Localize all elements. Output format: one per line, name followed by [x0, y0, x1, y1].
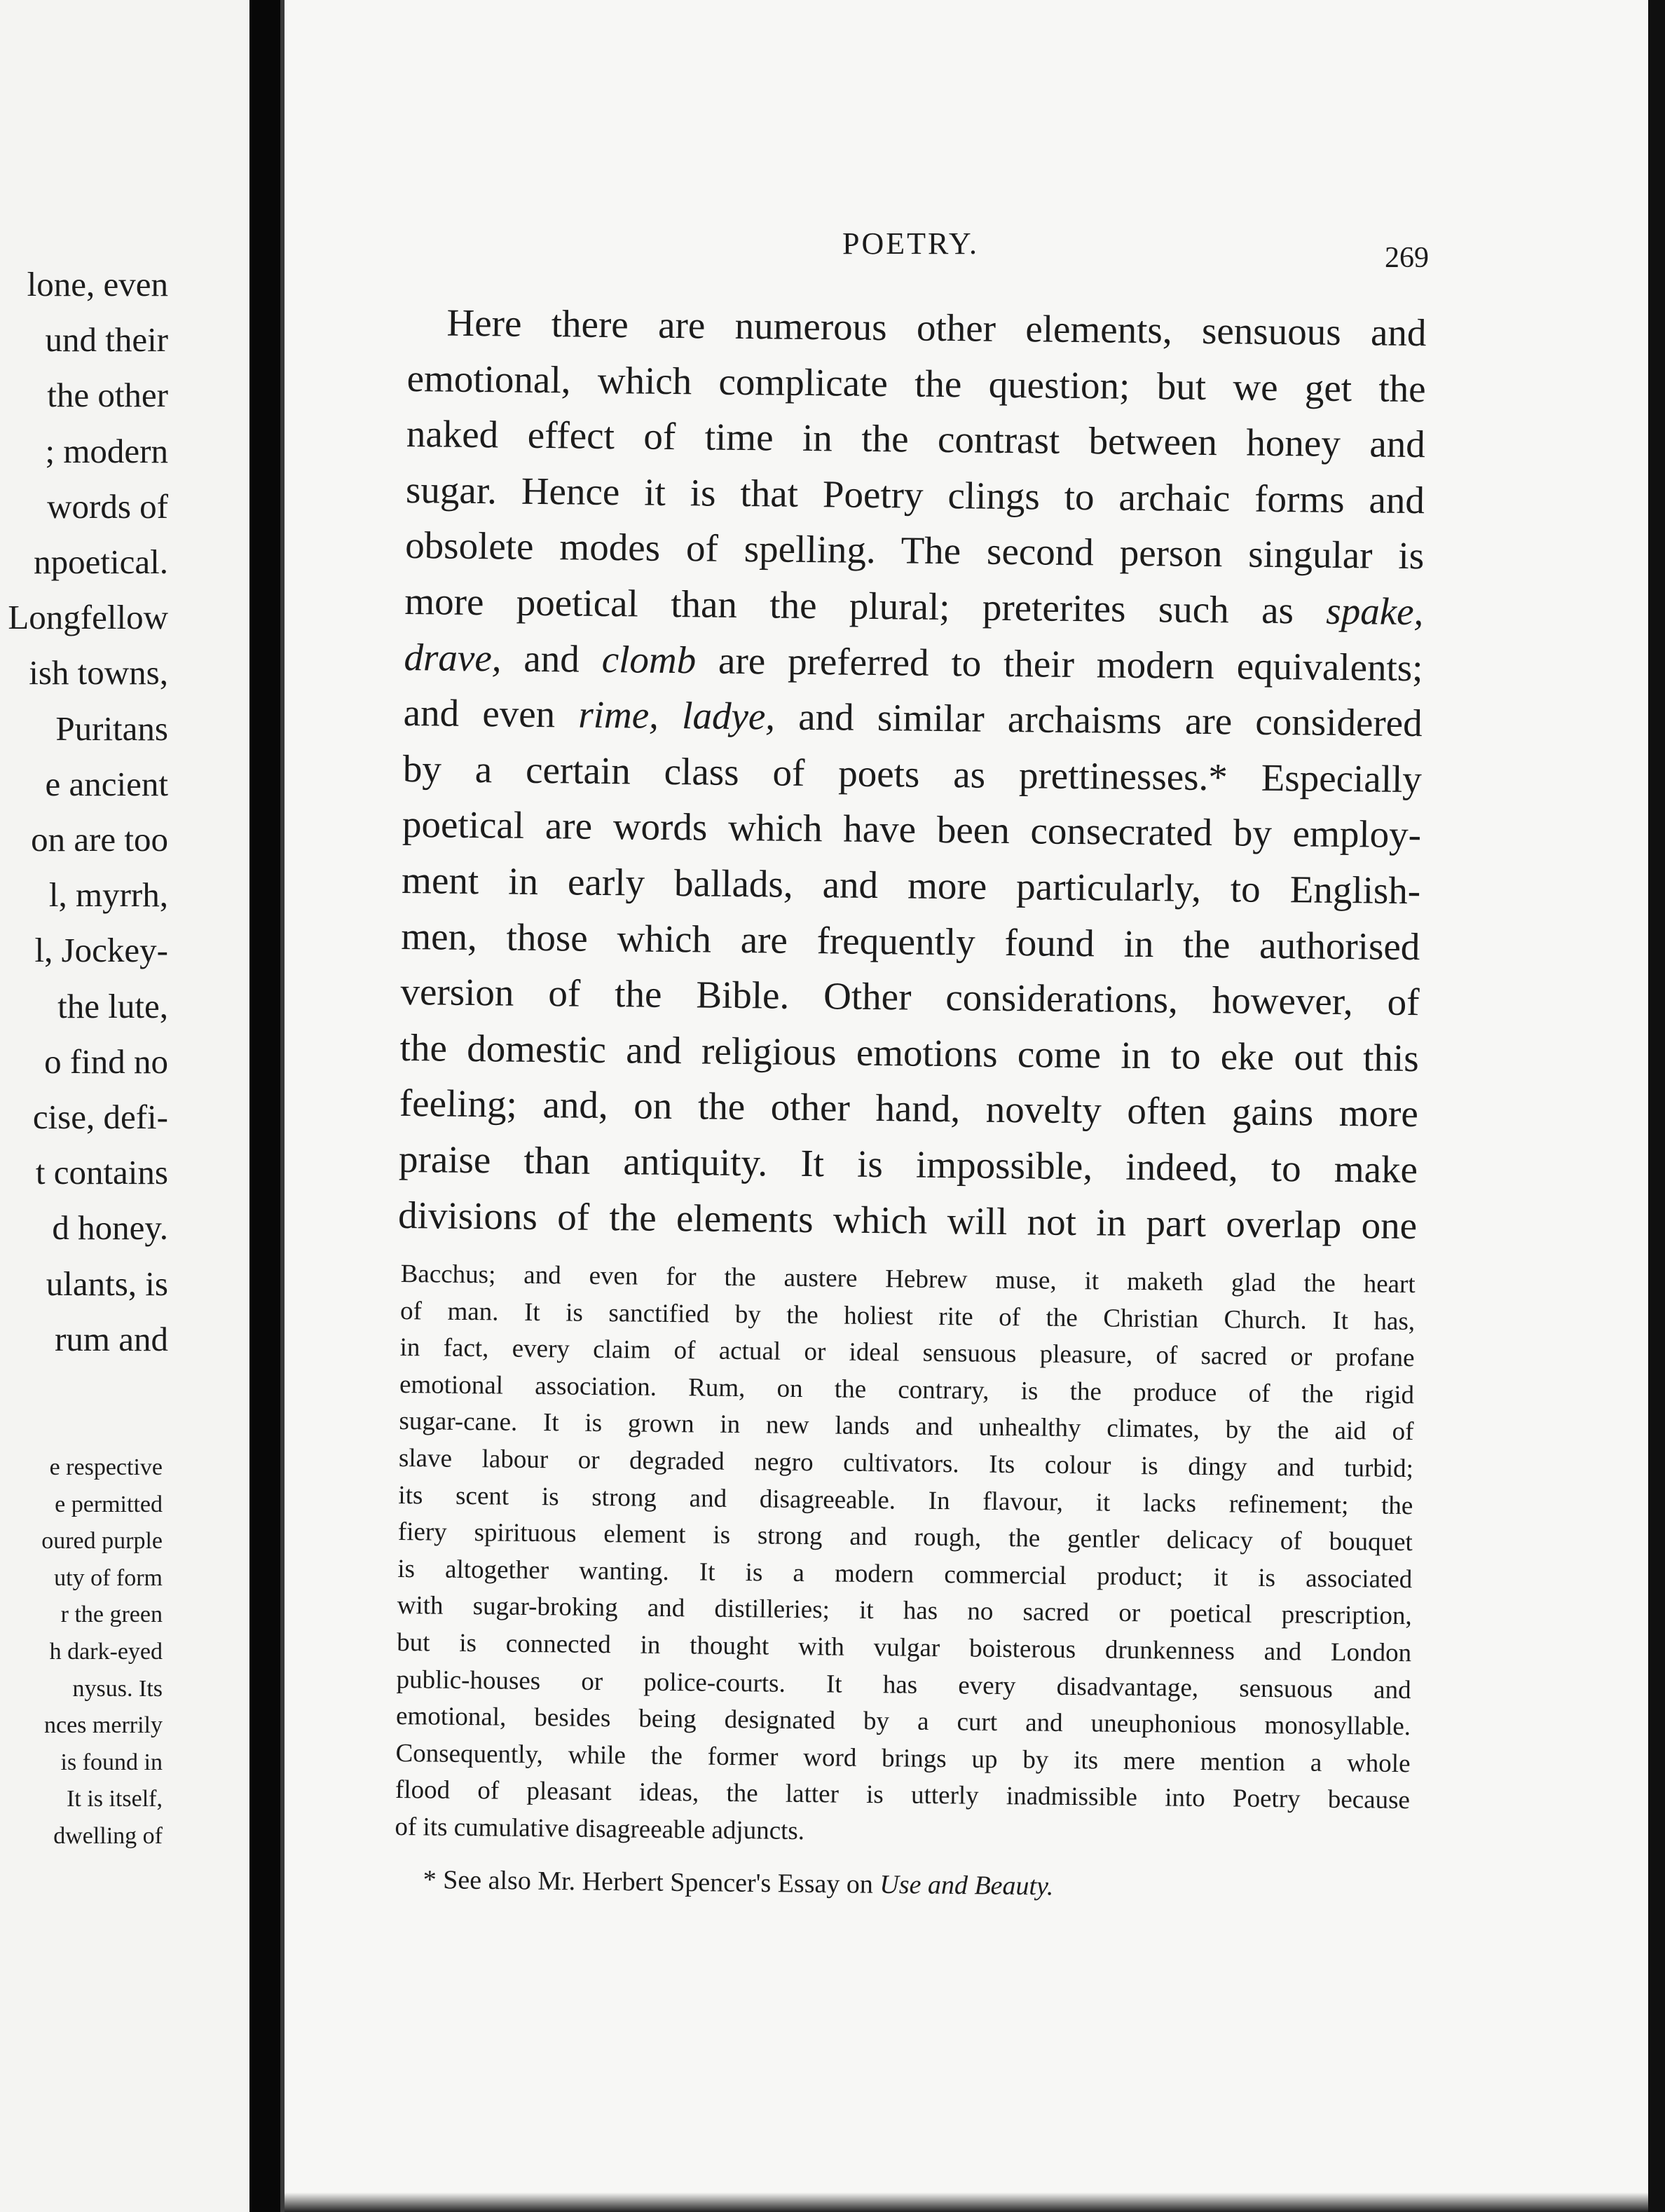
footnote-line: emotional, besides being designated by a curt and uneuphonious monosyllable. — [395, 1702, 1411, 1742]
left-line: lone, even — [27, 265, 168, 303]
body-line: version of the Bible. Other considerations, however, of — [400, 970, 1420, 1024]
left-line: rum and — [55, 1319, 168, 1358]
left-line: t contains — [35, 1153, 168, 1192]
left-note-line: is found in — [60, 1749, 163, 1775]
footnote-line: slave labour or degraded negro cultivators. Its colour is dingy and turbid; — [398, 1443, 1414, 1484]
left-page-fragment — [0, 0, 249, 2212]
body-line: naked effect of time in the contrast between honey and — [406, 412, 1426, 466]
star-footnote-text: * See also Mr. Herbert Spencer's Essay on — [423, 1865, 874, 1899]
body-line: feeling; and, on the other hand, novelty often gains more — [399, 1081, 1419, 1135]
left-line: o find no — [44, 1042, 168, 1081]
footnote-line: with sugar-broking and distilleries; it has no sacred or poetical prescription, — [397, 1591, 1412, 1631]
body-line: divisions of the elements which will not in part overlap one — [397, 1193, 1418, 1247]
body-line: obsolete modes of spelling. The second person singular is — [404, 524, 1425, 578]
left-line: ulants, is — [46, 1264, 168, 1303]
left-line: the other — [47, 376, 168, 415]
body-line: the domestic and religious emotions come in to eke out this — [399, 1025, 1419, 1079]
footnote-line: fiery spirituous element is strong and rough, the gentler delicacy of bouquet — [397, 1517, 1413, 1557]
left-line: d honey. — [52, 1208, 168, 1248]
left-line: e ancient — [45, 764, 168, 803]
body-line: Here there are numerous other elements, sensuous and — [446, 301, 1427, 355]
left-note-line: dwelling of — [53, 1822, 163, 1849]
page-number: 269 — [1385, 242, 1429, 274]
footnote-line: emotional association. Rum, on the contrary, is the produce of the rigid — [399, 1370, 1415, 1409]
running-head: POETRY. — [842, 226, 980, 261]
book-gutter — [249, 0, 280, 2212]
left-note-line: h dark-eyed — [49, 1638, 163, 1665]
body-line: poetical are words which have been consecrated by employ- — [402, 803, 1422, 856]
left-line: cise, defi- — [32, 1098, 168, 1137]
left-line: l, Jockey- — [34, 931, 168, 970]
body-line: by a certain class of poets as prettinesses.* Especially — [402, 746, 1423, 800]
footnote-line: but is connected in thought with vulgar boisterous drunkenness and London — [397, 1627, 1412, 1668]
left-note-line: nces merrily — [44, 1712, 163, 1739]
body-paragraph — [398, 294, 1427, 1253]
left-note-line: e permitted — [55, 1491, 163, 1517]
body-line — [404, 629, 1423, 696]
left-line: ; modern — [45, 431, 168, 470]
star-footnote-title: Use and Beauty. — [879, 1869, 1054, 1902]
left-note-line: e respective — [49, 1454, 163, 1480]
body-line — [404, 573, 1424, 640]
left-line: l, myrrh, — [48, 875, 168, 915]
italic-word: rime, — [578, 692, 659, 737]
body-text-run: are preferred to their modern equivalents; — [718, 639, 1423, 689]
footnote-line: of its cumulative disagreeable adjuncts. — [395, 1812, 805, 1845]
body-text-run: and even — [403, 691, 556, 736]
body-line: sugar. Hence it is that Poetry clings to archaic forms and — [405, 467, 1425, 521]
footnote-line: Bacchus; and even for the austere Hebrew muse, it maketh glad the heart — [400, 1259, 1416, 1299]
footnote-line: of man. It is sanctified by the holiest rite of the Christian Church. It has, — [399, 1296, 1416, 1336]
footnote-line: Consequently, while the former word brings up by its mere mention a whole — [395, 1738, 1411, 1778]
footnote-line: flood of pleasant ideas, the latter is utterly inadmissible into Poetry because — [395, 1775, 1411, 1815]
left-note-line: oured purple — [41, 1528, 163, 1555]
left-line: words of — [47, 486, 168, 526]
italic-word: clomb — [601, 637, 697, 681]
left-note-line: uty of form — [54, 1564, 163, 1591]
page-bottom-shadow — [285, 2192, 1648, 2212]
footnote-line: public-houses or police-courts. It has every disadvantage, sensuous and — [396, 1665, 1411, 1705]
left-line: the lute, — [57, 986, 168, 1025]
body-text-run: and — [523, 636, 580, 681]
left-line: Puritans — [55, 709, 168, 748]
body-line: praise than antiquity. It is impossible, indeed, to make — [398, 1137, 1418, 1192]
left-line: ish towns, — [29, 653, 168, 692]
scan-border — [1648, 0, 1665, 2212]
left-line: Longfellow — [8, 598, 168, 637]
footnote-line: sugar-cane. It is grown in new lands and unhealthy climates, by the aid of — [399, 1407, 1414, 1447]
footnote-line: in fact, every claim of actual or ideal sensuous pleasure, of sacred or profane — [399, 1333, 1415, 1373]
left-line: on are too — [31, 820, 168, 859]
left-note-line: It is itself, — [67, 1786, 163, 1812]
body-text-run: more poetical than the plural; preterites such as — [404, 579, 1294, 632]
left-line: und their — [45, 320, 168, 360]
star-footnote — [423, 1864, 1054, 1902]
left-note-line: nysus. Its — [72, 1675, 163, 1702]
body-line: men, those which are frequently found in the authorised — [401, 914, 1420, 968]
left-note-line: r the green — [60, 1602, 163, 1628]
left-line: npoetical. — [34, 542, 168, 582]
body-line: emotional, which complicate the question; but we get the — [406, 356, 1426, 410]
italic-word: spake, — [1326, 589, 1424, 634]
italic-word: drave, — [404, 635, 502, 679]
footnote-block — [395, 1256, 1416, 1857]
body-line — [403, 685, 1423, 751]
left-page-footnote-text — [0, 1449, 163, 1855]
left-page-main-text — [0, 257, 168, 1367]
body-line: ment in early ballads, and more particularly, to English- — [401, 858, 1421, 913]
footnote-line: its scent is strong and disagreeable. In flavour, it lacks refinement; the — [398, 1480, 1413, 1520]
body-text-run: and similar archaisms are considered — [798, 695, 1423, 745]
footnote-line: is altogether wanting. It is a modern commercial product; it is associated — [397, 1554, 1413, 1594]
italic-word: ladye, — [681, 694, 776, 738]
